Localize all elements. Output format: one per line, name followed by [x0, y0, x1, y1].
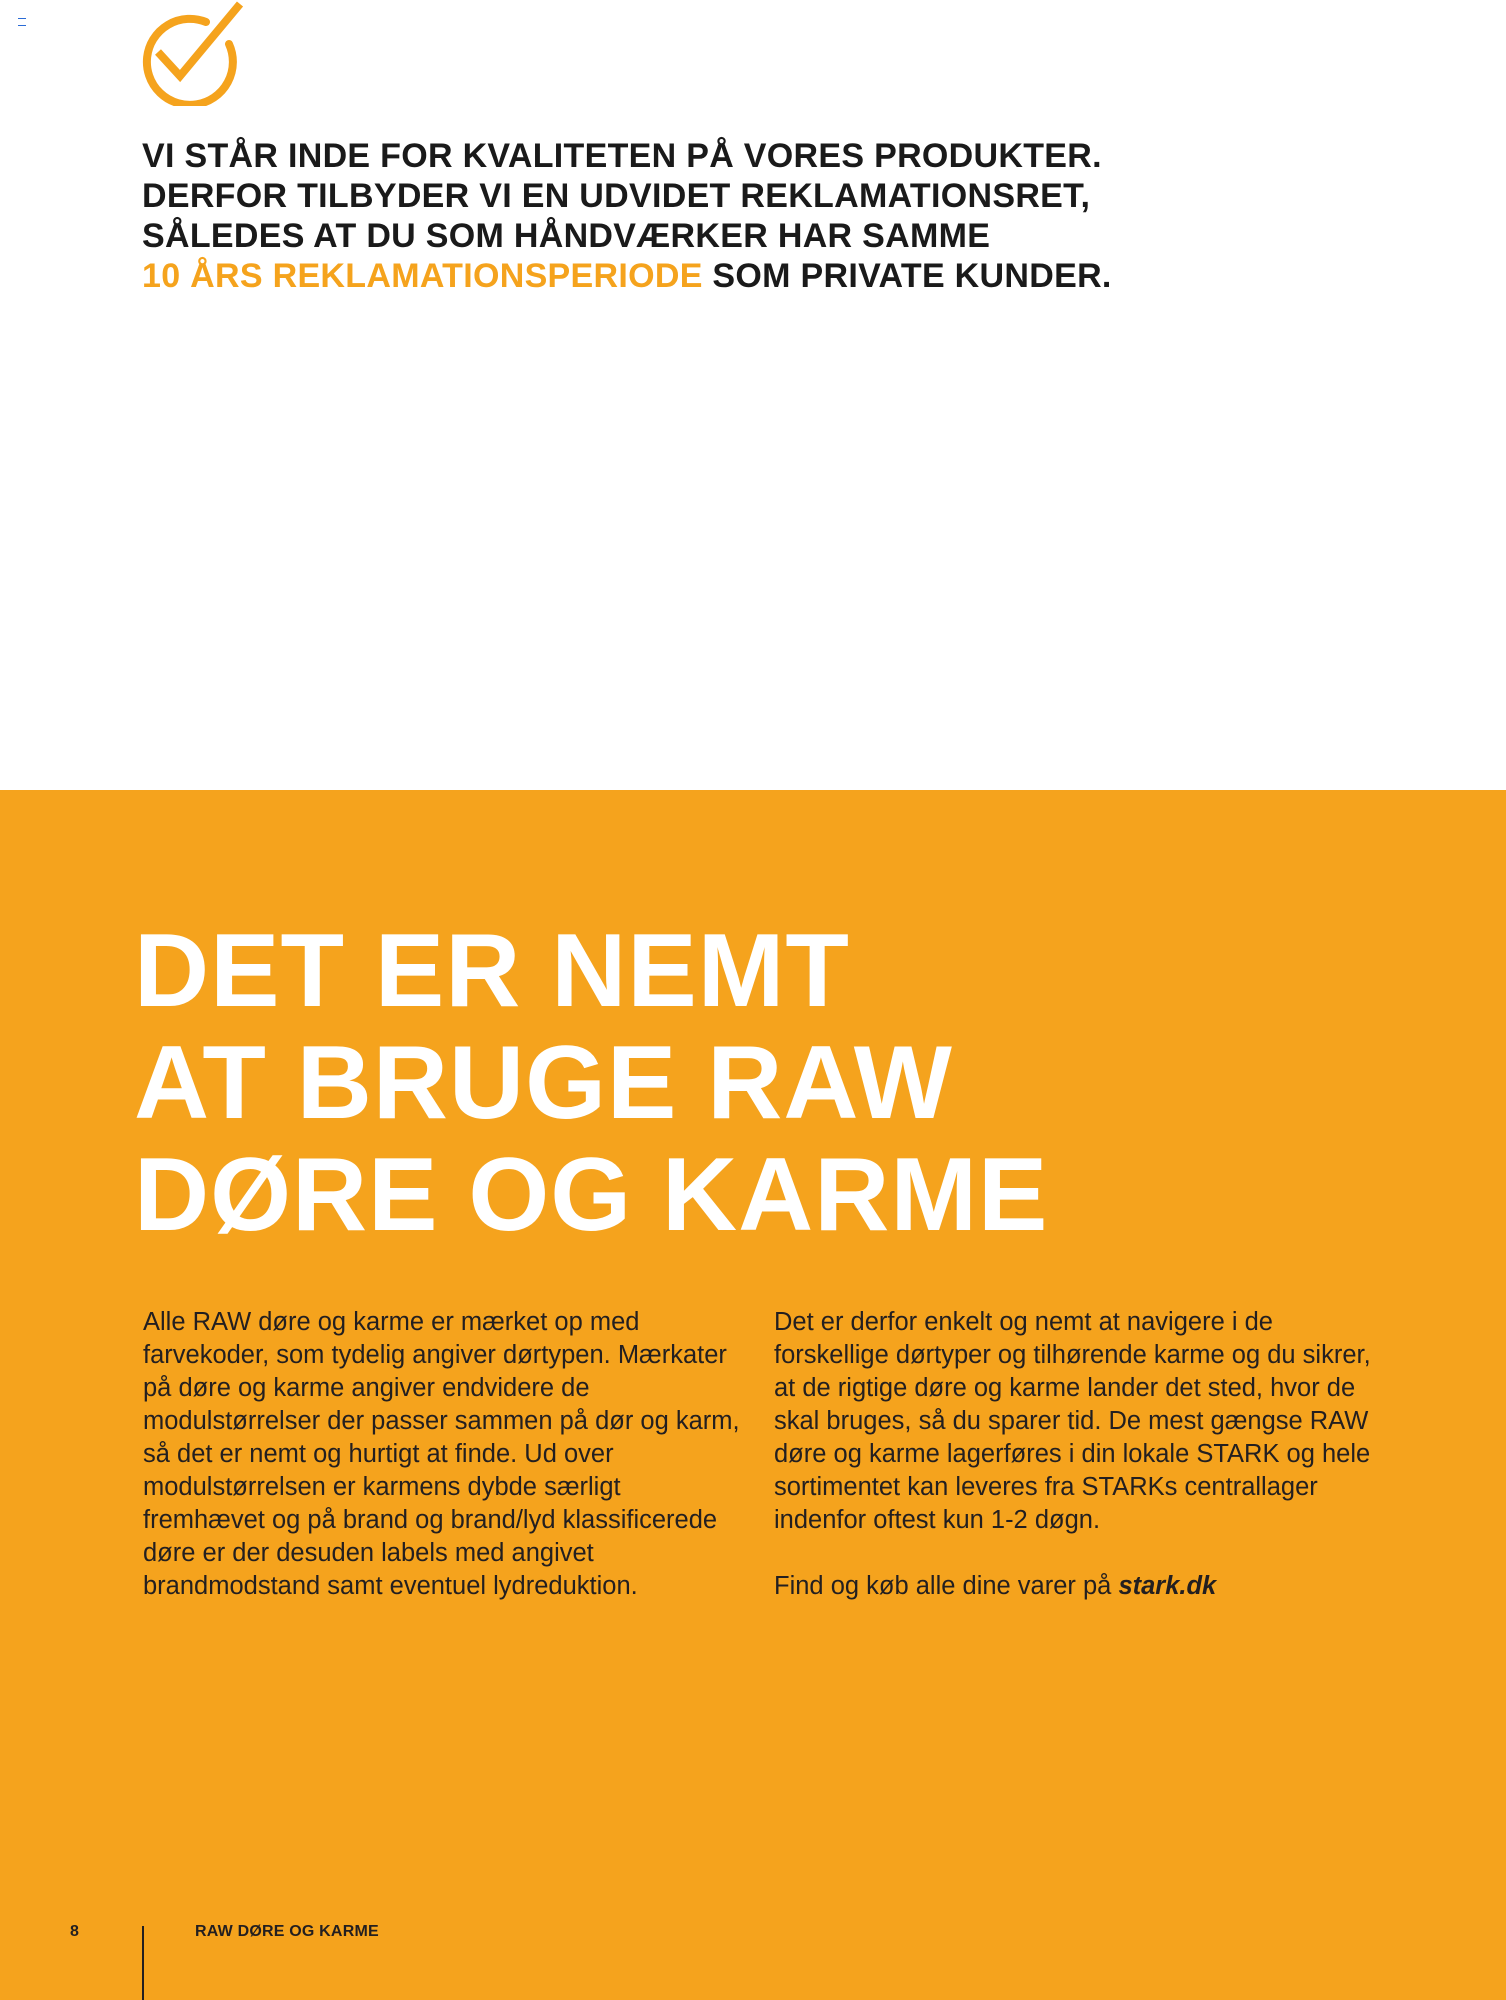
quality-line-1: VI STÅR INDE FOR KVALITETEN PÅ VORES PRODUKTER.	[142, 137, 1102, 175]
warranty-period-highlight: 10 ÅRS REKLAMATIONSPERIODE	[142, 257, 703, 295]
page-number: 8	[70, 1923, 79, 1940]
body-paragraph-left: Alle RAW døre og karme er mærket op med farvekoder, som tydelig angiver dørtypen. Mærkater på døre og karme angiver endvidere de modulstørrelser der passer sammen på dør og karm, så det er nemt og hurtigt at finde. Ud over modulstørrelsen er karmens dybde særligt fremhævet og på brand og brand/lyd klassificerede døre er der desuden labels med angivet brandmodstand samt eventuel lydreduktion.	[143, 1308, 740, 1600]
quality-statement	[142, 136, 1242, 296]
body-column-left	[143, 1306, 743, 1636]
headline-line-2: AT BRUGE RAW	[134, 1025, 953, 1141]
footer-section-title: RAW DØRE OG KARME	[195, 1923, 379, 1940]
quality-line-4-rest: SOM PRIVATE KUNDER.	[702, 257, 1112, 295]
headline-line-1: DET ER NEMT	[134, 913, 850, 1029]
page-headline	[134, 915, 1048, 1251]
headline-line-3: DØRE OG KARME	[134, 1137, 1049, 1253]
stark-link[interactable]: stark.dk	[1118, 1572, 1217, 1600]
quality-line-2: DERFOR TILBYDER VI EN UDVIDET REKLAMATIONSRET,	[142, 177, 1091, 215]
checkmark-circle-icon	[132, 0, 248, 106]
quality-line-3: SÅLEDES AT DU SOM HÅNDVÆRKER HAR SAMME	[142, 217, 991, 255]
body-column-right	[774, 1306, 1374, 1636]
call-to-action	[774, 1570, 1374, 1603]
menu-icon[interactable]	[18, 18, 26, 26]
footer-divider	[142, 1926, 144, 2000]
body-paragraph-right: Det er derfor enkelt og nemt at navigere i de forskellige dørtyper og tilhørende karme og du sikrer, at de rigtige døre og karme lander det sted, hvor de skal bruges, så du sparer tid. De mest gængse RAW døre og karme lagerføres i din lokale STARK og hele sortimentet kan leveres fra STARKs centrallager indenfor oftest kun 1-2 døgn.	[774, 1308, 1371, 1534]
cta-text: Find og køb alle dine varer på	[774, 1572, 1119, 1600]
